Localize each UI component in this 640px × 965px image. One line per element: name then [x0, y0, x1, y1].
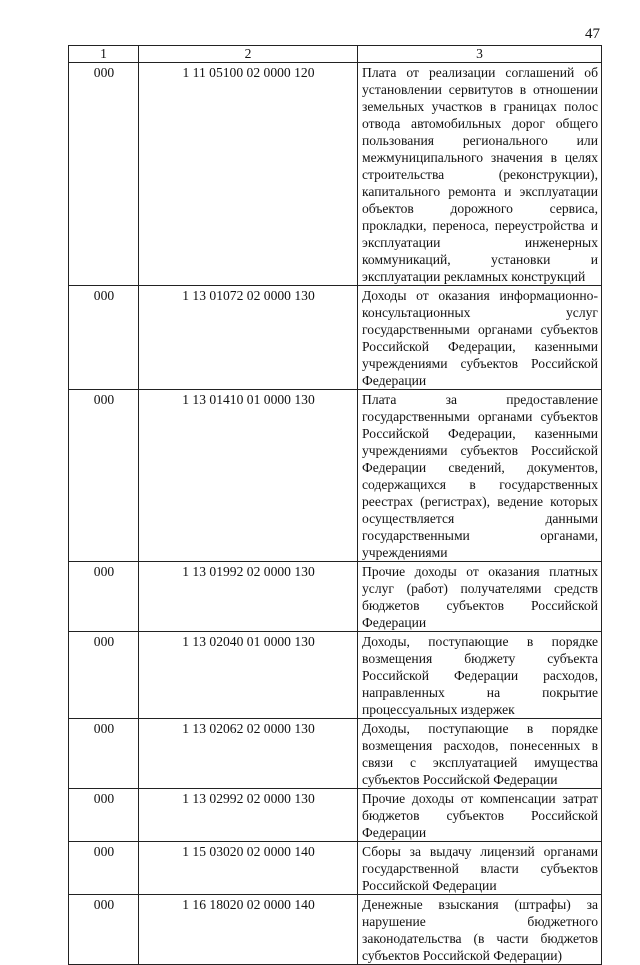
table-row	[69, 789, 602, 842]
table-row	[69, 390, 602, 562]
revenue-code-cell: 1 13 01410 01 0000 130	[139, 390, 358, 562]
revenue-code-cell: 1 11 05100 02 0000 120	[139, 63, 358, 286]
table-row	[69, 63, 602, 286]
revenue-name-cell: Плата за предоставление государственными органами субъектов Российской Федерации, казенными учреждениями субъектов Российской Федерации сведений, документов, содержащихся в государственных реестрах (регистрах), ведение которых осуществляется данными государственными органами, учреждениями	[358, 390, 602, 562]
revenue-code-cell: 1 13 01992 02 0000 130	[139, 562, 358, 632]
revenue-name-cell: Доходы, поступающие в порядке возмещения расходов, понесенных в связи с эксплуатацией имущества субъектов Российской Федерации	[358, 719, 602, 789]
table-row	[69, 562, 602, 632]
admin-code-cell: 000	[69, 895, 139, 965]
budget-classification-table	[68, 45, 602, 965]
table-row	[69, 632, 602, 719]
column-header-code: 2	[139, 46, 358, 63]
revenue-name-cell: Прочие доходы от компенсации затрат бюджетов субъектов Российской Федерации	[358, 789, 602, 842]
admin-code-cell: 000	[69, 63, 139, 286]
page-number: 47	[585, 26, 600, 42]
table-row	[69, 895, 602, 965]
revenue-code-cell: 1 13 02062 02 0000 130	[139, 719, 358, 789]
revenue-name-cell: Плата от реализации соглашений об установлении сервитутов в отношении земельных участков в границах полос отвода автомобильных дорог общего пользования регионального или межмуниципального значения в целях строительства (реконструкции), капитального ремонта и эксплуатации объектов дорожного сервиса, прокладки, переноса, переустройства и эксплуатации инженерных коммуникаций, установки и эксплуатации рекламных конструкций	[358, 63, 602, 286]
revenue-name-cell: Денежные взыскания (штрафы) за нарушение бюджетного законодательства (в части бюджетов субъектов Российской Федерации)	[358, 895, 602, 965]
table-row	[69, 842, 602, 895]
admin-code-cell: 000	[69, 842, 139, 895]
admin-code-cell: 000	[69, 632, 139, 719]
revenue-code-cell: 1 13 01072 02 0000 130	[139, 286, 358, 390]
admin-code-cell: 000	[69, 562, 139, 632]
admin-code-cell: 000	[69, 390, 139, 562]
revenue-name-cell: Доходы от оказания информационно-консультационных услуг государственными органами субъектов Российской Федерации, казенными учреждениями субъектов Российской Федерации	[358, 286, 602, 390]
table-header-row	[69, 46, 602, 63]
revenue-name-cell: Прочие доходы от оказания платных услуг (работ) получателями средств бюджетов субъектов Российской Федерации	[358, 562, 602, 632]
revenue-name-cell: Доходы, поступающие в порядке возмещения бюджету субъекта Российской Федерации расходов, направленных на покрытие процессуальных издержек	[358, 632, 602, 719]
column-header-admin: 1	[69, 46, 139, 63]
admin-code-cell: 000	[69, 789, 139, 842]
table-row	[69, 286, 602, 390]
table-row	[69, 719, 602, 789]
revenue-code-cell: 1 15 03020 02 0000 140	[139, 842, 358, 895]
column-header-name: 3	[358, 46, 602, 63]
revenue-code-cell: 1 16 18020 02 0000 140	[139, 895, 358, 965]
admin-code-cell: 000	[69, 719, 139, 789]
revenue-code-cell: 1 13 02040 01 0000 130	[139, 632, 358, 719]
revenue-code-cell: 1 13 02992 02 0000 130	[139, 789, 358, 842]
admin-code-cell: 000	[69, 286, 139, 390]
revenue-name-cell: Сборы за выдачу лицензий органами государственной власти субъектов Российской Федерации	[358, 842, 602, 895]
